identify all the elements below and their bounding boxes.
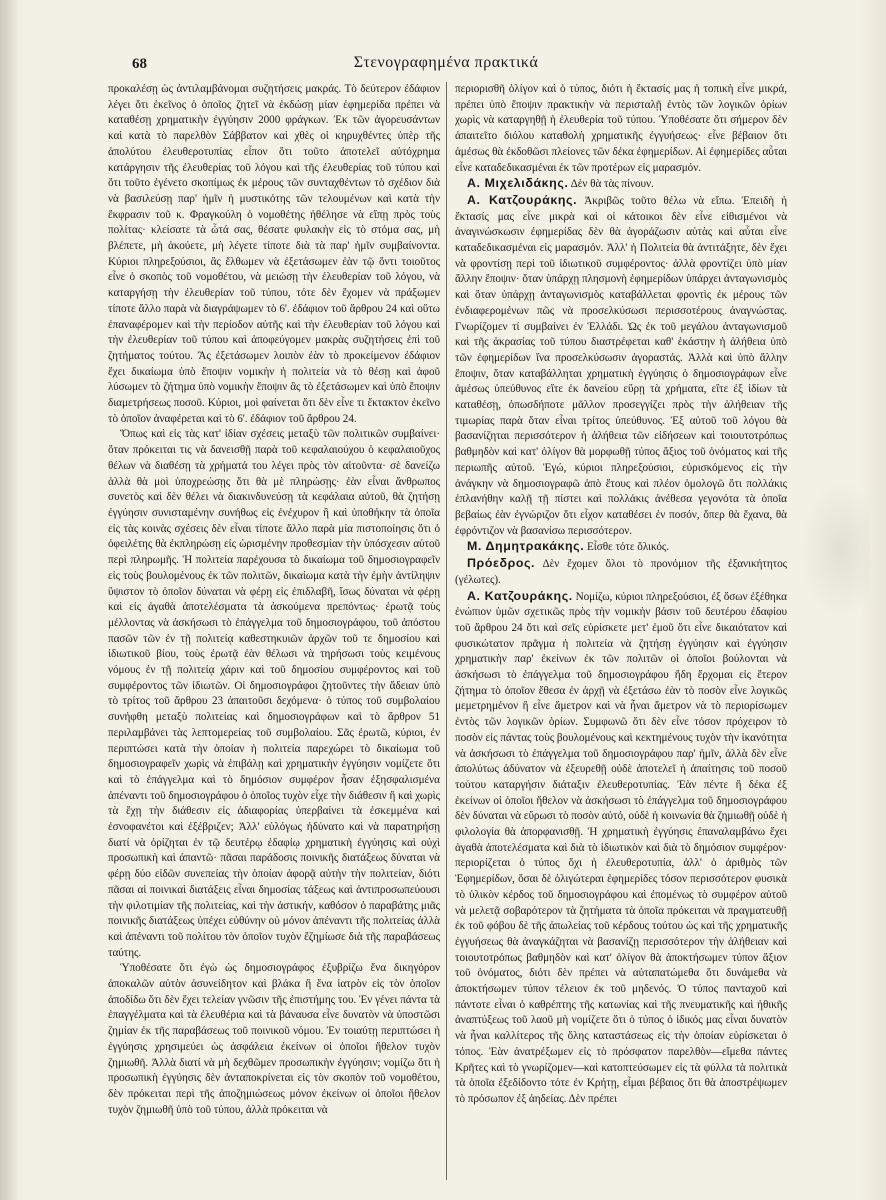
- running-title: Στενογραφημένα πρακτικά: [353, 54, 539, 71]
- right-paragraph-intro: περιορισθῆ ὀλίγον καὶ ὁ τύπος, διότι ἡ ἔκτασίς μας ἡ τοπικὴ εἶνε μικρά, πρέπει ὑπὸ ἔποψιν πρακτικὴν νὰ περισταλῇ ἐντὸς τῶν λογικῶν ὁρίων χωρὶς νὰ καταργηθῇ ἡ ἐλευθερία τοῦ τύπου. Ὑποθέσατε ὅτι σήμερον δὲν ἀπαιτεῖτο διόλου καταθολὴ χρηματικῆς ἐγγυήσεως· εἶνε βέβαιον ὅτι ἀμέσως θὰ ἐκδοθῶσι πλείονες τῶν δέκα ἐφημερίδων. Αἱ ἐφημερίδες αὗται εἶνε καταδεδικασμέναι ἐκ τῶν προτέρων εἰς μαρασμόν.: [455, 83, 787, 174]
- left-paragraph-2: Ὅπως καὶ εἰς τὰς κατ' ἰδίαν σχέσεις μεταξὺ τῶν πολιτικῶν συμβαίνει· ὅταν πρόκειται τις νὰ δανεισθῇ παρὰ τοῦ κεφαλαιούχου ὁ κεφαλαιοῦχος θέλων νὰ διαθέσῃ τὰ χρήματά του λέγει πρὸς τὸν αἰτοῦντα· σὲ δανείζω ἀλλὰ θὰ μοὶ ὑποχρεώσῃς ὅτι θὰ μὲ πληρώσῃς· ἐὰν εἶναι ἄνθρωπος συνετὸς καὶ δὲν θέλει νὰ διακινδυνεύσῃ τὰ κεφάλαια αὐτοῦ, θὰ ζητήσῃ ἐγγύησιν συνισταμένην συνήθως εἰς ἐνέχυρον ἢ καὶ ὑποθήκην τὰ ὁποῖα εἰς τὰς κοινὰς σχέσεις δὲν εἶναι τίποτε ἄλλο παρὰ μία πιστοποίησις ὅτι ὁ ὀφειλέτης θὰ ἐκπληρώσῃ εἰς ὡρισμένην προθεσμίαν τὴν ὑπόσχεσιν αὐτοῦ περὶ πληρωμῆς. Ἡ πολιτεία παρέχουσα τὸ δικαίωμα τοῦ δημοσιογραφεῖν εἰς τοὺς βουλομένους ἐκ τῶν πολιτῶν, δικαίωμα κατὰ τὴν ἐμὴν ἀντίληψιν ὕψιστον τὸ ὁποῖον δύναται νὰ φέρῃ εἰς ἐπιδλαβῆ, ἴσως δύναται νὰ φέρῃ καὶ εἰς ἀγαθὰ ἀποτελέσματα τὰ ἀσκούμενα πρεπόντως· ἐρωτᾷ τοὺς μέλλοντας νὰ ἀσκήσωσι τὸ ἐπάγγελμα τοῦ δημοσιογράφου, τοῦ ἀπόστου πασῶν τῶν ἐν τῇ πολιτείᾳ καθεστηκυιῶν ἀρχῶν τοῦ τε δημοσίου καὶ ἰδιωτικοῦ βίου, τοὺς ἐρωτᾷ ἐὰν θέλωσι νὰ τηρήσωσι τοὺς κειμένους νόμους ἐν τῇ πολιτείᾳ χάριν καὶ τοῦ δημοσίου συμφέροντος καὶ τοῦ συμφέροντος τῶν ἰδιωτῶν. Οἱ δημοσιογράφοι ζητοῦντες τὴν ἄδειαν ὑπὸ τὸ τρίτος τοῦ ἄρθρου 23 ἀπαιτοῦσι δεχόμενα· ὁ τύπος τοῦ συμβολαίου συνήφθη μεταξὺ πολιτείας καὶ δημοσιογράφων καὶ τὸ ἄρθρον 51 περιλαμβάνει τὰς λεπτομερείας τοῦ συμβολαίου. Σᾶς ἐρωτῶ, κύριοι, ἐν περιπτώσει κατὰ τὴν ὁποίαν ἡ πολιτεία παρεχώρει τὸ δικαίωμα τοῦ δημοσιογραφεῖν χωρὶς νὰ ἐπιβάλῃ καὶ χρηματικὴν ἐγγύησιν νομίζετε ὅτι καὶ τὸ ἐπάγγελμα καὶ τὸ δημόσιον συμφέρον ἦσαν ἐξησφαλισμένα ἀπέναντι τοῦ δημοσιογράφου ὁ ὁποῖος τυχὸν εἶχε τὴν διάθεσιν ἢ καὶ χωρὶς τὰ ἔχῃ τὴν διάθεσιν εἰς ἀδιαφορίας ὑπερβαίνει τὰ ἐσκεμμένα καὶ ἐσνοφανέτοι καὶ ἐξέβριζεν; Ἀλλ' εὐλόγως ἠδύνατο καὶ νὰ παρατηρήσῃ διατί νὰ ὁρίζηται ἐν τῷ δευτέρῳ ἐδαφίῳ χρηματικὴ ἐγγύησις καὶ οὐχὶ προσωπικὴ καὶ ἀπαντῶ· πᾶσαι παράδοσις ποινικῆς διατάξεως δύναται νὰ φέρῃ δύο εἰδῶν συνεπείας τὴν ὁποίαν ἀφορᾷ αὐτὴν τὴν πολιτείαν, διότι πᾶσαι αἱ ποινικαὶ διατάξεις εἶναι δημοσίας τάξεως καὶ ἀντιπροσωπεύουσι τὴν φιλοτιμίαν τῆς πολιτείας, καὶ τὴν ἀστικήν, καθόσον ὁ παραβάτης μιᾶς ποινικῆς διατάξεως ὑπέχει εὐθύνην οὐ μόνον ἀπέναντι τῆς πολιτείας ἀλλὰ καὶ ἀπέναντι τοῦ πολίτου τὸν ὁποῖον τυχὸν ἔζημίωσε διὰ τῆς παραβάσεως ταύτης.: [108, 428, 440, 959]
- right-column: [455, 82, 787, 1182]
- speech-text: Δὲν ἔχομεν ὅλοι τὸ προνόμιον τῆς ἐξανικήτητος (γέλωτες).: [455, 558, 787, 586]
- speaker-name: Α. Κατζουράκης.: [467, 588, 573, 603]
- speech-president: [455, 556, 787, 588]
- speech-text: Δὲν θὰ τὰς πίνουν.: [570, 178, 654, 191]
- speech-text: Νομίζω, κύριοι πληρεξούσιοι, ἐξ ὅσων ἐξέθηκα ἐνώπιον ὑμῶν σχετικῶς πρὸς τὴν νομικὴν βάσιν τοῦ δευτέρου ἐδαφίου τοῦ ἄρθρου 24 ὅτι καὶ σεῖς εὑρίσκετε μετ' ἐμοῦ ὅτι εἶνε δικαιότατον καὶ φυσικώτατον πρᾶγμα ἡ πολιτεία νὰ ζητήσῃ ἐγγύησιν καὶ ἐγγύησιν χρηματικὴν παρ' ἐκείνων ἐκ τῶν πολιτῶν οἱ ὁποῖοι βούλονται νὰ ἀσκήσωσι τὸ ἐπάγγελμα τοῦ δημοσιογράφου ἤδη ἔρχομαι εἰς ἕτερον ζήτημα τὸ ὁποῖον ἔθεσα ἐν ἀρχῇ νὰ ἐξετάσω ἐὰν τὸ ποσὸν εἶνε λογικῶς μεμετρημένον ἢ εἶνε ἄμετρον καὶ νὰ ἦναι ἄμετρον νὰ τὸ περιορίσωμεν ἐντὸς τῶν λογικῶν ὁρίων. Συμφωνῶ ὅτι δὲν εἶνε τόσον πρόχειρον τὸ ποσὸν εἰς πάντας τοὺς βουλομένους καὶ κεκτημένους τυχὸν τὴν ἱκανότητα νὰ ἀσκήσωσι τὸ ἐπάγγελμα τοῦ δημοσιογράφου παρ' ἡμῖν, ἀλλὰ δὲν εἶνε ἀπολύτως ἀδύνατον νὰ ἐξευρεθῇ οὐδὲ ἀποτελεῖ ἡ ἀπαίτησις τοῦ ποσοῦ τούτου καταργήσιν διάταξιν ἐλευθεροτυπίας. Ἐὰν πέντε ἢ δέκα ἐξ ἐκείνων οἱ ὁποῖοι ἤθελον νὰ ἀσκήσωσι τὸ ἐπάγγελμα τοῦ δημοσιογράφου δὲν δύναται νὰ εὕρωσι τὸ ποσὸν αὐτό, οὐδὲ ἡ κοινωνία θὰ ζημιωθῇ οὐδὲ ἡ φιλολογία θὰ ἀπορφανισθῇ. Ἡ χρηματικὴ ἐγγύησις ἐπαναλαμβάνω ἔχει ἀγαθὰ ἀποτελέσματα καὶ διὰ τὸ ἰδιωτικὸν καὶ διὰ τὸ δημόσιον συμφέρον· περιορίζεται ὁ τύπος ὄχι ἡ ἐλευθεροτυπία, ἀλλ' ὁ ἀριθμὸς τῶν Ἐφημερίδων, ὅσαι δὲ ὀλιγώτεραι ἐφημερίδες τόσον περισσότερον φυσικὰ τὸ ὑλικὸν κέρδος τοῦ δημοσιογράφου καὶ ἐπομένως τὸ συμφέρον αὐτοῦ νὰ μελετᾷ σοβαρότερον τὰ ζητήματα τὰ ὁποῖα πρόκειται νὰ πραγματευθῇ ἐκ τοῦ φόβου δὲ τῆς ἀπωλείας τοῦ κέρδους τούτου ὡς καὶ τῆς χρηματικῆς ἐγγυήσεως θὰ ἀναγκάζηται νὰ βασανίζῃ περισσότερον τὴν ἀλήθειαν καὶ τοιουτοτρόπως βαθμηδὸν καὶ κατ' ὀλίγον θὰ ἀποκτήσωμεν τύπον ἄξιον τοῦ ὀνόματος, διότι δὲν πρέπει νὰ αὐταπατώμεθα ὅτι δυνάμεθα νὰ ἀποκτήσωμεν τύπον τέλειον ἐκ τοῦ μηδενός. Ὁ τύπος πανταχοῦ καὶ πάντοτε εἶναι ὁ καθρέπτης τῆς κατωνίας καὶ τῆς πνευματικῆς καὶ ἠθικῆς ἀναπτύξεως τοῦ λαοῦ μὴ νομίζετε ὅτι ὁ τύπος ὁ ἰδικός μας εἶναι δυνατὸν νὰ ἦναι καλλίτερος τῆς ὅλης καταστάσεως εἰς τὴν ὁποίαν εὑρίσκεται ὁ τόπος. Ἐὰν ἀνατρέξωμεν εἰς τὸ πρόσφατον παρελθὸν—εἴμεθα πάντες Κρῆτες καὶ τὸ γνωρίζομεν—καὶ κατοπτεύσωμεν εἰς τὰ φύλλα τὰ πολιτικὰ τὰ ὁποῖα ἐξεδίδοντο τότε ἐν Κρήτῃ, εἶμαι βέβαιος ὅτι θὰ ἀποστρέψωμεν τὸ πρόσωπον ἐξ ἀηδείας. Δὲν πρέπει: [455, 590, 787, 1105]
- left-paragraph-1: προκαλέσῃ ὡς ἀντιλαμβάνομαι συζητήσεις μακράς. Τὸ δεύτερον ἐδάφιον λέγει ὅτι ἐκεῖνος ὁ ὁποῖος ζητεῖ νὰ ἐκδώσῃ μίαν ἐφημερίδα πρέπει νὰ καταθέσῃ χρηματικὴν ἐγγύησιν 2000 φράγκων. Ἐκ τῶν ἀγορευσάντων καὶ κατὰ τὸ παρελθὸν Σάββατον καὶ χθὲς οἱ κηρυχθέντες ὑπὲρ τῆς ἀπολύτου ἐλευθεροτυπίας εἶπον ὅτι τοῦτο ἀποτελεῖ αὐτόχρημα κατάργησιν τῆς ἐλευθερίας τοῦ λόγου καὶ τῆς ἐλευθερίας τοῦ τύπου καὶ ὅτι τοῦτο ἐγένετο σκοπίμως ἐκ μέρους τῶν συνταχθέντων τὸ σχέδιον διὰ νὰ βασιλεύσῃ παρ' ἡμῖν ἡ μυστικότης τῶν τελουμένων καὶ κατὰ τὴν ἔκφρασιν τοῦ κ. Φραγκούλη ὁ νομοθέτης ἠθέλησε νὰ εἴπῃ πρὸς τοὺς πολίτας· κλείσατε τὰ ὦτά σας, θέσατε φυλακὴν εἰς τὸ στόμα σας, μὴ βλέπετε, μὴ ἀκούετε, μὴ λέγετε τίποτε διὰ τὰ παρ' ἡμῖν συμβαίνοντα. Κύριοι πληρεξούσιοι, ἂς ἔλθωμεν νὰ ἐξετάσωμεν ἐὰν τῷ ὄντι τοιοῦτος εἶνε ὁ σκοπὸς τοῦ νομοθέτου, νὰ μειώσῃ τὴν ἐλευθερίαν τοῦ λόγου, νὰ καταργήσῃ τὴν ἐλευθερίαν τοῦ τύπου, τότε δὲν ἔχομεν νὰ πράξωμεν τίποτε ἄλλο παρὰ νὰ διαγράψωμεν τὸ 6'. ἐδάφιον τοῦ ἄρθρου 24 καὶ οὕτω ἐπαναφέρομεν καὶ τὴν περίοδον αὐτῆς καὶ τὴν ἐλευθερίαν τοῦ λόγου καὶ τὴν ἐλευθερίαν τοῦ τύπου καὶ ἀποφεύγομεν μακρὰς συζητήσεις ἐπὶ τοῦ ζητήματος τούτου. Ἂς ἐξετάσωμεν λοιπὸν ἐὰν τὸ προκείμενον ἐδάφιον ἔχει δικαίωμα ὑπὸ ἔποψιν νομικὴν ἡ πολιτεία νὰ τὸ θέσῃ καὶ ἀφοῦ λύσωμεν τὸ ζήτημα ὑπὸ νομικὴν ἔποψιν ἂς τὸ ἐξετάσωμεν καὶ ὑπὸ ἔποψιν διαμετρήσεως ποσοῦ. Κύριοι, μοὶ φαίνεται ὅτι δὲν εἶνε τι ἔκτακτον ἐκεῖνο τὸ ὁποῖον ἀναφέρεται καὶ τὸ 6'. ἐδάφιον τοῦ ἄρθρου 24.: [108, 83, 440, 425]
- speech-text: Εἶσθε τότε ὅλικός.: [587, 541, 670, 554]
- speaker-name: Α. Μιχελιδάκης.: [467, 176, 569, 191]
- page-number: 68: [132, 56, 147, 72]
- page-header: [108, 54, 784, 76]
- speech-katzourakis-2: [455, 589, 787, 1108]
- speech-text: Ἀκριβῶς τοῦτο θέλω νὰ εἴπω. Ἐπειδὴ ἡ ἔκτασίς μας εἶνε μικρὰ καὶ οἱ κάτοικοι δὲν εἶνε εἰθισμένοι νὰ ἀναγινώσκωσιν ἐφημερίδας δὲν θὰ ἀγοράζωσιν αὐτὰς καὶ αὗται εἶνε καταδεδικασμέναι εἰς μαρασμόν. Ἀλλ' ἡ Πολιτεία θὰ ἀντιτάξητε, δὲν ἔχει νὰ φροντίσῃ περὶ τοῦ ἰδιωτικοῦ συμφέροντος· ἀλλὰ φροντίζει ὑπὸ μίαν ἄλλην ἔποψιν· ὅταν ὑπάρχῃ πλησμονὴ ἐφημερίδων ὑπάρχει ἀνταγωνισμὸς καὶ ὅταν ὑπάρχῃ ἀνταγωνισμὸς καταβάλλεται φροντὶς ἐκ μέρους τῶν ἐνδιαφερομένων πῶς νὰ προσελκύσωσι περισσοτέρους ἀναγνώστας. Γνωρίζομεν τί συμβαίνει ἐν Ἑλλάδι. Ὡς ἐκ τοῦ μεγάλου ἀνταγωνισμοῦ καὶ τῆς ἀκρασίας τοῦ τύπου διαστρέφεται καθ' ἑκάστην ἡ ἀλήθεια ὑπὸ τῶν ἐφημερίδων ἵνα προσελκύσωσιν ἀγοραστάς. Ἀλλὰ καὶ ὑπὸ ἄλλην ἔποψιν, ὅταν καταβάλληται χρηματικὴ ἐγγύησις ὁ δημοσιογράφων εἶνε ἀμέσως ὑπεύθυνος εἴτε ἐκ δανείου εὕρῃ τὰ χρήματα, εἴτε ἐξ ἰδίων τὰ καταθέσῃ, ὁπωσδήποτε μᾶλλον προσεγγίζει πρὸς τὴν ἀλήθειαν τῆς τιμωρίας παρὰ ὅταν εἶναι τρίτος ὑπεύθυνος. Ἐξ αὐτοῦ τοῦ λόγου θὰ βασανίζηται περισσότερον ἡ ἀλήθεια τῶν εἰδήσεων καὶ τοιουτοτρόπως βαθμηδὸν καὶ κατ' ὀλίγον θὰ μορφωθῇ τύπος ἄξιος τοῦ ὀνόματος καὶ τῆς περιωπῆς αὐτοῦ. Ἐγώ, κύριοι πληρεξούσιοι, εὑρισκόμενος εἰς τὴν ἀνάγκην νὰ δημοσιογραφῶ ἀπὸ ἔτους καὶ πλέον ὁμολογῶ ὅτι πολλάκις ἐπλανήθην καλῇ τῇ πίστει καὶ πολλάκις ἀνέθεσα γεγονότα τὰ ὁποῖα βεβαίως ἐὰν ἐγνώριζον ὅτι εἶχον καταθέσει ἐν ποσόν, ὅπερ θὰ ἔχανα, θὰ ἐφρόντιζον νὰ βασανίσω περισσότερον.: [455, 194, 787, 537]
- speech-michelidakis: [455, 176, 787, 193]
- ink-bleed-mark: [800, 480, 870, 620]
- speaker-name: Α. Κατζουράκης.: [467, 192, 578, 207]
- speaker-name: Πρόεδρος.: [467, 556, 536, 571]
- left-paragraph-3: Ὑποθέσατε ὅτι ἐγὼ ὡς δημοσιογράφος ἐξυβρίζω ἕνα δικηγόρον ἀποκαλῶν αὐτὸν ἀσυνείδητον καὶ βλάκα ἢ ἕνα ἰατρὸν εἰς τὸν ὁποῖον ἀποδίδω ὅτι δὲν ἔχει τελείαν γνῶσιν τῆς ἐπιστήμης του. Ἐν γένει πάντα τὰ ἐπαγγέλματα καὶ τὰ ἐλευθέρια καὶ τὰ βάναυσα εἶνε δυνατὸν νὰ ὑποστῶσι ζημίαν ἐκ τῆς παραβάσεως τοῦ ποινικοῦ νόμου. Ἐν τοιαύτῃ περιπτώσει ἡ ἐγγύησις χρησιμεύει ὡς ἀσφάλεια ἐκείνων οἱ ὁποῖοι ἤθελον τυχὸν ζημιωθῆ. Ἀλλὰ διατί νὰ μὴ δεχθῶμεν προσωπικὴν ἐγγύησιν; νομίζω ὅτι ἡ προσωπικὴ ἐγγύησις δὲν ἀνταποκρίνεται εἰς τὸν σκοπὸν τοῦ νομοθέτου, δὲν πρόκειται περὶ τῆς ἀποζημιώσεως μόνον ἐκείνων οἱ ὁποῖοι ἤθελον τυχὸν ζημιωθῆ ὑπὸ τοῦ τύπου, ἀλλὰ πρόκειται νὰ: [108, 962, 440, 1116]
- speech-dimitrakakis: [455, 539, 787, 556]
- binding-gutter: [0, 0, 18, 1200]
- column-divider: [446, 82, 447, 1180]
- speaker-name: Μ. Δημητρακάκης.: [467, 539, 585, 554]
- left-column: [108, 82, 440, 1182]
- speech-katzourakis-1: [455, 193, 787, 539]
